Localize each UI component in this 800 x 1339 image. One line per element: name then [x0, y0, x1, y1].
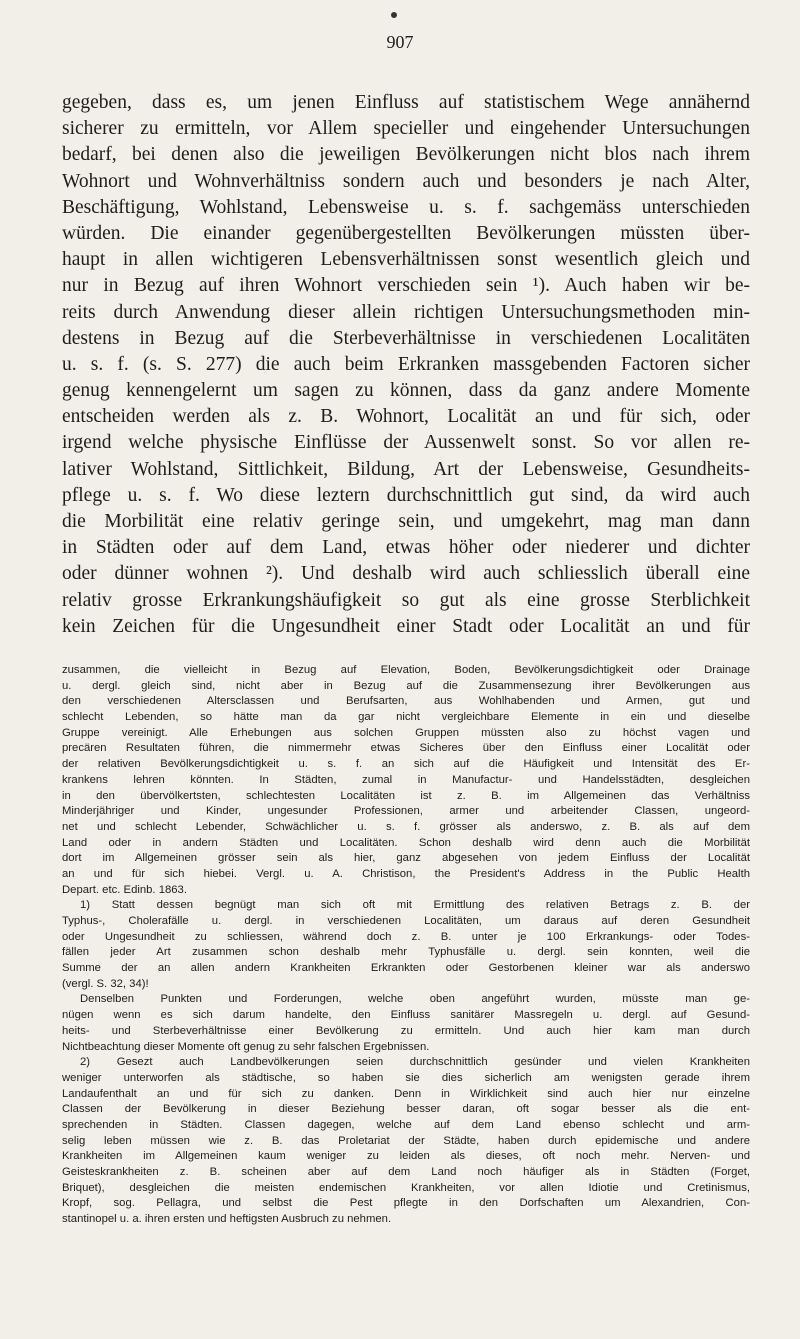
footnote-line: (vergl. S. 32, 34)! — [62, 977, 149, 990]
footnote-line: Denselben Punkten und Forderungen, welche oben angeführt wurden, müsste man ge- — [80, 993, 750, 1006]
footnote-line: Kropf, sog. Pellagra, und selbst die Pest pflegte in den Dorfschaften um Alexandrien, Con- — [62, 1197, 750, 1210]
main-text-line: destens in Bezug auf die Sterbeverhältnisse in verschiedenen Localitäten — [62, 327, 750, 349]
footnote-line: den verschiedenen Altersclassen und Berufsarten, aus Wohlhabenden und Armen, gut und — [62, 695, 750, 708]
footnote-line: u. dergl. gleich sind, nicht aber in Bezug auf die Zusammensezung ihrer Bevölkerungen aus — [62, 679, 750, 692]
main-text-line: relativ grosse Erkrankungshäufigkeit so gut als eine grosse Sterblichkeit — [62, 589, 750, 611]
footnote-line: Typhus-, Cholerafälle u. dergl. in verschiedenen Localitäten, um daraus auf deren Gesundheit — [62, 915, 750, 927]
main-text-line: Beschäftigung, Wohlstand, Lebensweise u. s. f. sachgemäss unterschieden — [62, 196, 750, 218]
footnote-line: Minderjähriger und Kinder, ungesunder Professionen, armer und arbeitender Classen, ungeord- — [62, 805, 750, 818]
footnote-line: selig leben müssen wie z. B. das Proletariat der Städte, haben durch epidemische und andere — [62, 1134, 750, 1147]
footnote-line: sprechenden in Städten. Classen dagegen, welche auf dem Land ebenso schlecht und arm- — [62, 1118, 750, 1131]
footnote-line: dort im Allgemeinen grösser sein als hier, ganz abgesehen von jedem Einfluss der Localität — [62, 852, 750, 865]
main-text-line: pflege u. s. f. Wo diese leztern durchschnittlich gut sind, da wird auch — [62, 484, 750, 506]
footnotes — [62, 663, 750, 1228]
main-text-line: irgend welche physische Einflüsse der Aussenwelt sonst. So vor allen re- — [62, 432, 750, 454]
footnote-line: Land oder in andern Städten und Localitäten. Schon deshalb wird denn auch die Morbilität — [62, 836, 750, 849]
footnote-line: stantinopel u. a. ihren ersten und heftigsten Ausbruch zu nehmen. — [62, 1213, 392, 1226]
main-text-line: in Städten oder auf dem Land, etwas höher oder niederer und dichter — [62, 537, 750, 559]
footnote-line: in den übervölkertsten, schlechtesten Localitäten ist z. B. im Allgemeinen das Verhältniss — [62, 789, 750, 802]
main-text-line: sicherer zu ermitteln, vor Allem specieller und eingehender Untersuchungen — [62, 118, 750, 140]
footnote-line: net und schlecht Lebender, Schwächlicher u. s. f. grösser als anderswo, z. B. als auf dem — [62, 820, 750, 833]
footnote-line: Briquet), desgleichen die meisten endemischen Krankheiten, vor allen Idiotie und Cretinismus, — [62, 1181, 750, 1194]
main-text-line: reits durch Anwendung dieser allein richtigen Untersuchungsmethoden min- — [62, 301, 750, 323]
footnote-line: der relativen Bevölkerungsdichtigkeit u. s. f. an sich auf die Häufigkeit und Intensität des Er- — [62, 758, 750, 771]
main-text-line: lativer Wohlstand, Sittlichkeit, Bildung, Art der Lebensweise, Gesundheits- — [62, 458, 750, 480]
footnote-line: Summe der an allen andern Krankheiten Erkrankten oder Gestorbenen kleiner war als anderswo — [62, 962, 750, 975]
bullet-mark — [391, 12, 397, 18]
main-text-line: kein Zeichen für die Ungesundheit einer Stadt oder Localität an und für — [62, 615, 750, 637]
footnote-line: an und für sich hiebei. Vergl. u. A. Christison, the President's Address in the Public Health — [62, 867, 750, 880]
main-text-line: bedarf, bei denen also die jeweiligen Bevölkerungen nicht blos nach ihrem — [62, 144, 750, 166]
footnote-line: schlecht Lebenden, so hätte man da gar nicht vergleichbare Elemente in ein und dieselbe — [62, 711, 750, 724]
main-text-line: Wohnort und Wohnverhältniss sondern auch und besonders je nach Alter, — [62, 170, 750, 192]
main-text-line: gegeben, dass es, um jenen Einfluss auf statistischem Wege annähernd — [62, 92, 750, 113]
page-number: 907 — [386, 32, 414, 52]
footnote-line: precären Resultaten führen, die nimmermehr etwas Sicheres über den Einfluss einer Localität oder — [62, 742, 750, 755]
footnote-line: Classen der Bevölkerung in dieser Beziehung besser daran, oft sogar besser als die ent- — [62, 1103, 750, 1116]
footnote-line: Geisteskrankheiten z. B. scheinen aber auf dem Land noch häufiger als in Städten (Forget, — [62, 1166, 750, 1178]
footnote-line: 1) Statt dessen begnügt man sich oft mit Ermittlung des relativen Betrags z. B. der — [80, 899, 750, 912]
main-text — [62, 90, 750, 640]
main-text-line: oder dünner wohnen ²). Und deshalb wird auch schliesslich überall eine — [62, 563, 750, 585]
main-text-line: die Morbilität eine relativ geringe sein, und umgekehrt, mag man dann — [62, 511, 750, 532]
footnote-line: weniger unterworfen als städtische, so haben sie dies sicherlich am wenigsten gerade ihrem — [62, 1071, 750, 1084]
footnote-line: fällen jeder Art zusammen schon deshalb mehr Typhusfälle u. dergl. sein konnten, weil die — [62, 946, 750, 959]
footnote-line: Depart. etc. Edinb. 1863. — [62, 883, 187, 896]
footnote-line: Krankheiten im Allgemeinen kaum weniger zu leiden als dieses, oft noch mehr. Nerven- und — [62, 1150, 750, 1163]
main-text-line: nur in Bezug auf ihren Wohnort verschieden sein ¹). Auch haben wir be- — [62, 275, 750, 297]
footnote-line: krankens lehren könnten. In Städten, zumal in Manufactur- und Handelsstädten, desgleichen — [62, 773, 750, 786]
main-text-line: u. s. f. (s. S. 277) die auch beim Erkranken massgebenden Factoren sicher — [62, 353, 750, 375]
footnote-line: Nichtbeachtung dieser Momente oft genug zu sehr falschen Ergebnissen. — [62, 1040, 430, 1053]
footnote-line: 2) Gesezt auch Landbevölkerungen seien durchschnittlich gesünder und vielen Krankheiten — [80, 1056, 750, 1069]
footnote-line: nügen wenn es sich darum handelte, den Einfluss sanitärer Massregeln u. dergl. auf Gesund- — [62, 1009, 750, 1022]
main-text-line: genug kennengelernt um sagen zu können, dass da ganz andere Momente — [62, 380, 750, 402]
footnote-line: oder Ungesundheit zu schliessen, während doch z. B. unter je 100 Erkrankungs- oder Todes- — [62, 930, 750, 943]
footnote-line: heits- und Sterbeverhältnisse einer Bevölkerung zu ermitteln. Und auch hier kam man durch — [62, 1024, 750, 1037]
main-text-line: würden. Die einander gegenübergestellten Bevölkerungen müssten über- — [62, 222, 750, 244]
main-text-line: haupt in allen wichtigeren Lebensverhältnissen sonst wesentlich gleich und — [62, 249, 750, 271]
footnote-line: Landaufenthalt an und für sich zu danken. Denn in Wirklichkeit sind auch hier nur einzelne — [62, 1087, 750, 1100]
footnote-line: zusammen, die vielleicht in Bezug auf Elevation, Boden, Bevölkerungsdichtigkeit oder Drainage — [62, 664, 750, 676]
main-text-line: entscheiden werden als z. B. Wohnort, Localität an und für sich, oder — [62, 406, 750, 428]
footnote-line: Gruppe vereinigt. Alle Erhebungen aus solchen Gruppen müssten also zu höchst vagen und — [62, 726, 750, 739]
